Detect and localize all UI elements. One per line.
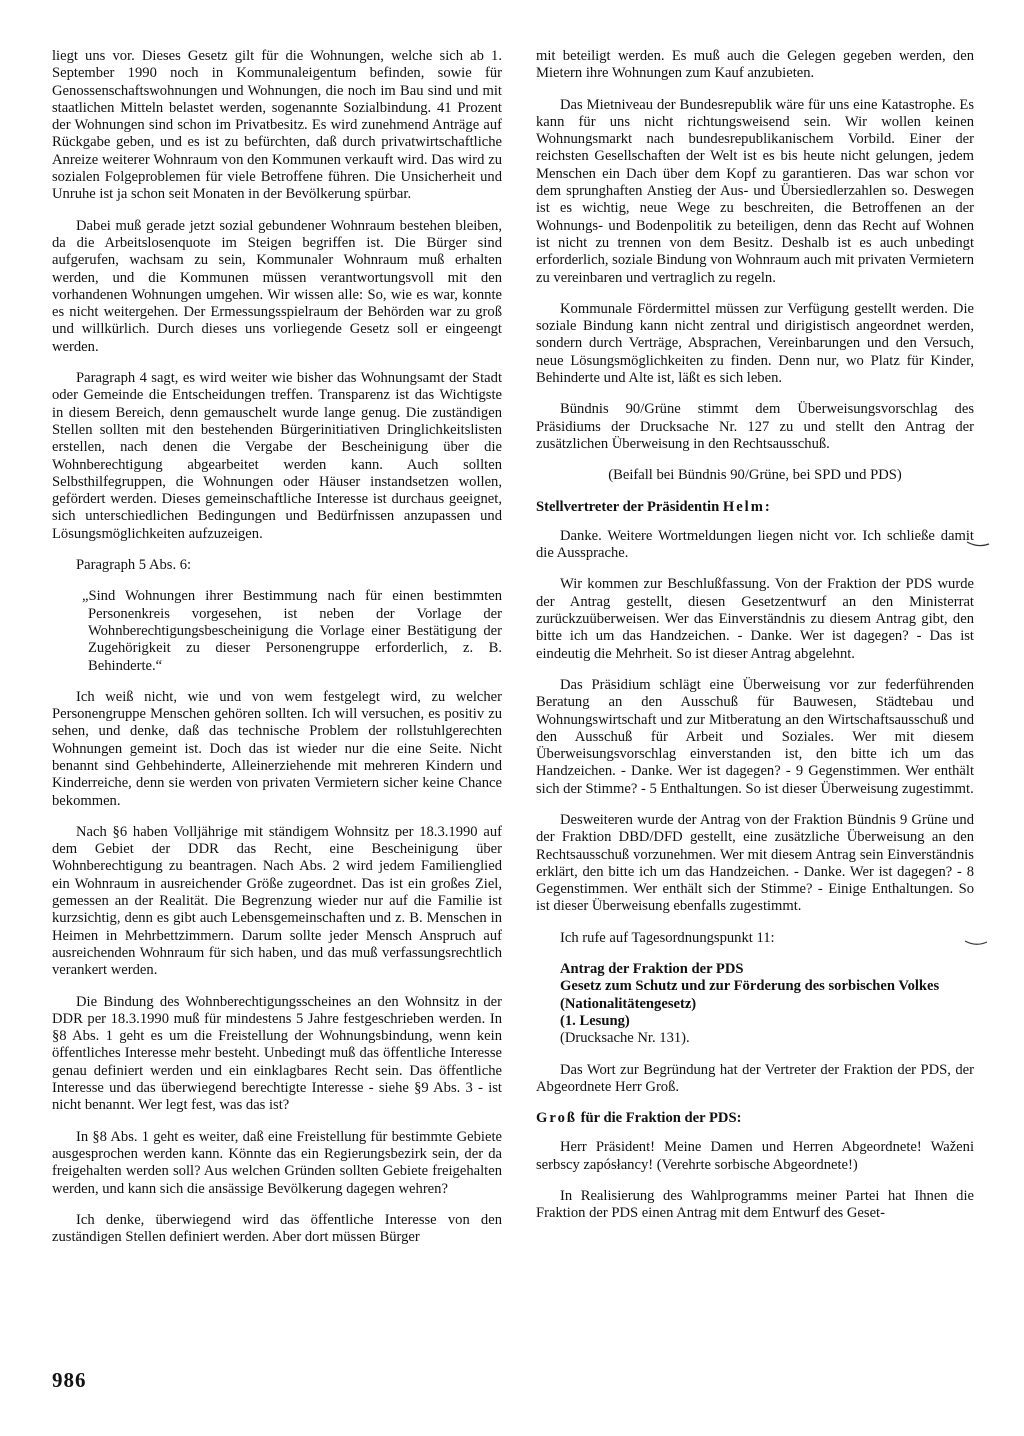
paragraph: Kommunale Fördermittel müssen zur Verfügung gestellt werden. Die soziale Bindung kann nicht zentral und dirigistisch angeordnet werden, sondern durch Verträge, Absprachen, Vereinbarungen und den Versuch, neue Lösungsmöglichkeiten zu finden. Denn nur, wo Platz für Kinder, Behinderte und Alte ist, läßt es sich leben. bbox=[536, 300, 974, 387]
paragraph: Desweiteren wurde der Antrag von der Fraktion Bündnis 9 Grüne und der Fraktion DBD/DFD gestellt, eine zusätzliche Überweisung an den Rechtsausschuß vorzunehmen. Wer mit diesem Antrag sein Einverständnis erklärt, den bitte ich um das Handzeichen. - Danke. Wer ist dagegen? - 8 Gegenstimmen. Wer enthält sich der Stimme? - Einige Enthaltungen. So ist dieser Überweisung ebenfalls zugestimmt. bbox=[536, 811, 974, 915]
paragraph: Dabei muß gerade jetzt sozial gebundener Wohnraum bestehen bleiben, da die Arbeitslosenquote im Steigen begriffen ist. Die Bürger sind aufgerufen, wachsam zu sein, Kommunaler Wohnraum muß erhalten werden, und die Kommunen müssen verantwortungsvoll mit den vorhandenen Wohnungen umgehen. Wir wissen alle: So, wie es war, konnte es nicht weitergehen. Der Ermessungsspielraum der Behörden war zu groß und willkürlich. Durch dieses uns vorliegende Gesetz soll er eingeengt werden. bbox=[52, 217, 502, 355]
speaker-name: Groß bbox=[536, 1110, 577, 1127]
agenda-item-line: (Drucksache Nr. 131). bbox=[560, 1030, 690, 1047]
speaker-suffix: : bbox=[764, 498, 770, 515]
paragraph: Danke. Weitere Wortmeldungen liegen nicht vor. Ich schließe damit die Aussprache. bbox=[536, 527, 974, 562]
speaker-heading bbox=[536, 499, 974, 516]
margin-mark-icon bbox=[964, 938, 988, 948]
paragraph: liegt uns vor. Dieses Gesetz gilt für die Wohnungen, welche sich ab 1. September 1990 noch in Kommunaleigentum befinden, sowie für Genossenschaftswohnungen und Wohnungen, die noch im Bau sind und mit staatlichen Mitteln belastet werden, sogenannte Sozialbindung. 41 Prozent der Wohnungen sind schon im Privatbesitz. Es wird zunehmend Anträge auf Rückgabe geben, und es ist zu befürchten, daß durch privatwirtschaftliche Anreize weiterer Wohnraum von den Kommunen verkauft wird. Das wird zu sozialen Folgeproblemen für viele Betroffene führen. Die Unsicherheit und Unruhe ist ja schon seit Monaten in der Bevölkerung spürbar. bbox=[52, 48, 502, 203]
paragraph: Herr Präsident! Meine Damen und Herren Abgeordnete! Waženi serbscy zapósłancy! (Verehrte sorbische Abgeordnete!) bbox=[536, 1139, 974, 1173]
agenda-item bbox=[560, 961, 974, 1047]
agenda-item-line: Antrag der Fraktion der PDS bbox=[560, 961, 744, 978]
paragraph: Das Wort zur Begründung hat der Vertreter der Fraktion der PDS, der Abgeordnete Herr Groß. bbox=[536, 1061, 974, 1095]
speaker-heading bbox=[536, 1110, 974, 1127]
paragraph: Bündnis 90/Grüne stimmt dem Überweisungsvorschlag des Präsidiums der Drucksache Nr. 127 zu und stellt den Antrag der zusätzlichen Überweisung in den Rechtsausschuß. bbox=[536, 401, 974, 452]
left-column bbox=[52, 48, 502, 1260]
paragraph: Ich rufe auf Tagesordnungspunkt 11: bbox=[560, 929, 775, 946]
paragraph: Das Mietniveau der Bundesrepublik wäre für uns eine Katastrophe. Es kann für uns nicht richtungsweisend sein. Wir wollen keinen Wohnungsmarkt nach bundesrepublikanischem Vorbild. Einer der reichsten Gesellschaften der Welt ist es bis heute nicht gelungen, jedem Menschen ein Dach über dem Kopf zu garantieren. Das war schon vor dem sprunghaften Anstieg der Aus- und Übersiedlerzahlen so. Deswegen ist es wichtig, neue Wege zu beschreiten, die Betroffenen an der Wohnungs- und Bodenpolitik zu beteiligen, denn das Recht auf Wohnen ist nicht zu trennen von dem Besitz. Deshalb ist es auch unbedingt erforderlich, soziale Bindung von Wohnraum auch mit privaten Vermietern zu vereinbaren und vertraglich zu regeln. bbox=[536, 96, 974, 286]
paragraph: Ich weiß nicht, wie und von wem festgelegt wird, zu welcher Personengruppe Menschen gehören sollten. Ich will versuchen, es positiv zu sehen, und denke, daß das technische Problem der rollstuhlgerechten Wohnungen gemeint ist. Doch das ist wieder nur die eine Seite. Nicht benannt sind Gehbehinderte, Alleinerziehende mit mehreren Kindern und Kinderreiche, denn sie werden von privaten Vermietern sicher keine Chance bekommen. bbox=[52, 688, 502, 809]
paragraph: Nach §6 haben Volljährige mit ständigem Wohnsitz per 18.3.1990 auf dem Gebiet der DDR das Recht, eine Bescheinigung über Wohnberechtigung zu beantragen. Nach Abs. 2 wird jedem Familienglied ein Wohnraum in ausreichender Größe zugeordnet. Das ist ein großes Ziel, gemessen an der Realität. Die Begrenzung wieder nur auf die Familie ist kurzsichtig, denn es gibt auch Lebensgemeinschaften und z. B. Menschen in Heimen in Mehrbettzimmern. Darum sollte jeder Mensch Anspruch auf ausreichenden Wohnraum für sich haben, und das muß verfassungsrechtlich verankert werden. bbox=[52, 823, 502, 979]
margin-mark-icon bbox=[966, 540, 990, 548]
agenda-item-line: (1. Lesung) bbox=[560, 1012, 630, 1029]
paragraph: In Realisierung des Wahlprogramms meiner Partei hat Ihnen die Fraktion der PDS einen Antrag mit dem Entwurf des Geset- bbox=[536, 1188, 974, 1222]
speaker-suffix: für die Fraktion der PDS: bbox=[576, 1110, 742, 1127]
paragraph: Paragraph 4 sagt, es wird weiter wie bisher das Wohnungsamt der Stadt oder Gemeinde die Entscheidungen treffen. Transparenz ist das Wichtigste in diesem Bereich, denn gemauschelt wurde lange genug. Die zuständigen Stellen sollten mit den bestehenden Bürgerinitiativen Dringlichkeitslisten erstellen, nach denen die Vergabe der Bescheinigung über die Wohnberechtigung abgearbeitet werden kann. Auch sollten Selbsthilfegruppen, die Wohnungen oder Häuser instandsetzen wollen, gefördert werden. Dieses gemeinschaftliche Interesse ist durchaus geeignet, sich unterschiedlichen Bedingungen und Bedürfnissen anzupassen und Lösungsmöglichkeiten aufzuzeigen. bbox=[52, 370, 502, 542]
block-quote: „Sind Wohnungen ihrer Bestimmung nach für einen bestimmten Personenkreis vorgesehen, ist neben der Vorlage der Wohnberechtigungsbescheinigung die Vorlage einer Bestätigung der Zugehörigkeit zu dieser Personengruppe erforderlich, z. B. Behinderte.“ bbox=[82, 588, 502, 674]
paragraph: Paragraph 5 Abs. 6: bbox=[76, 557, 192, 574]
agenda-item-line: Gesetz zum Schutz und zur Förderung des sorbischen Volkes (Nationalitätengesetz) bbox=[560, 978, 940, 1012]
paragraph: Wir kommen zur Beschlußfassung. Von der Fraktion der PDS wurde der Antrag gestellt, diesen Gesetzentwurf an den Ministerrat zurückzuüberweisen. Wer das Einverständnis zu diesem Antrag gibt, den bitte ich um das Handzeichen. - Danke. Wer ist dagegen? - Das ist eindeutig die Mehrheit. So ist dieser Antrag abgelehnt. bbox=[536, 576, 974, 662]
paragraph: mit beteiligt werden. Es muß auch die Gelegen gegeben werden, den Mietern ihre Wohnungen zum Kauf anzubieten. bbox=[536, 48, 974, 82]
right-column bbox=[536, 48, 974, 1237]
speaker-prefix: Stellvertreter der Präsidentin bbox=[536, 498, 723, 515]
speaker-name: Helm bbox=[722, 498, 765, 515]
page-number: 986 bbox=[52, 1368, 87, 1392]
paragraph: In §8 Abs. 1 geht es weiter, daß eine Freistellung für bestimmte Gebiete ausgesprochen werden kann. Könnte das ein Regierungsbezirk sein, der da freigehalten werden soll? Aus welchen Gründen sollten Gebiete freigehalten werden, und kann sich die ansässige Bevölkerung dagegen wehren? bbox=[52, 1128, 502, 1197]
paragraph: Das Präsidium schlägt eine Überweisung vor zur federführenden Beratung an den Ausschuß für Bauwesen, Städtebau und Wohnungswirtschaft und zur Mitberatung an den Wirtschaftsausschuß und den Ausschuß für Arbeit und Soziales. Wer mit diesem Überweisungsvorschlag einverstanden ist, den bitte ich um das Handzeichen. - Danke. Wer ist dagegen? - 9 Gegenstimmen. Wer enthält sich der Stimme? - 5 Enthaltungen. So ist dieser Überweisung zugestimmt. bbox=[536, 676, 974, 797]
applause-note: (Beifall bei Bündnis 90/Grüne, bei SPD und PDS) bbox=[608, 467, 902, 484]
paragraph: Die Bindung des Wohnberechtigungsscheines an den Wohnsitz in der DDR per 18.3.1990 muß für mindestens 5 Jahre festgeschrieben werden. In §8 Abs. 1 geht es um die Freistellung der Wohnungsbindung, wenn kein öffentliches Interesse mehr besteht. Unbedingt muß das öffentliche Interesse genau definiert werden und ein einklagbares Recht sein. Das öffentliche Interesse und das überwiegend berechtigte Interesse - siehe §9 Abs. 3 - ist nicht benannt. Wer legt fest, was das ist? bbox=[52, 993, 502, 1114]
paragraph: Ich denke, überwiegend wird das öffentliche Interesse von den zuständigen Stellen definiert werden. Aber dort müssen Bürger bbox=[52, 1211, 502, 1246]
